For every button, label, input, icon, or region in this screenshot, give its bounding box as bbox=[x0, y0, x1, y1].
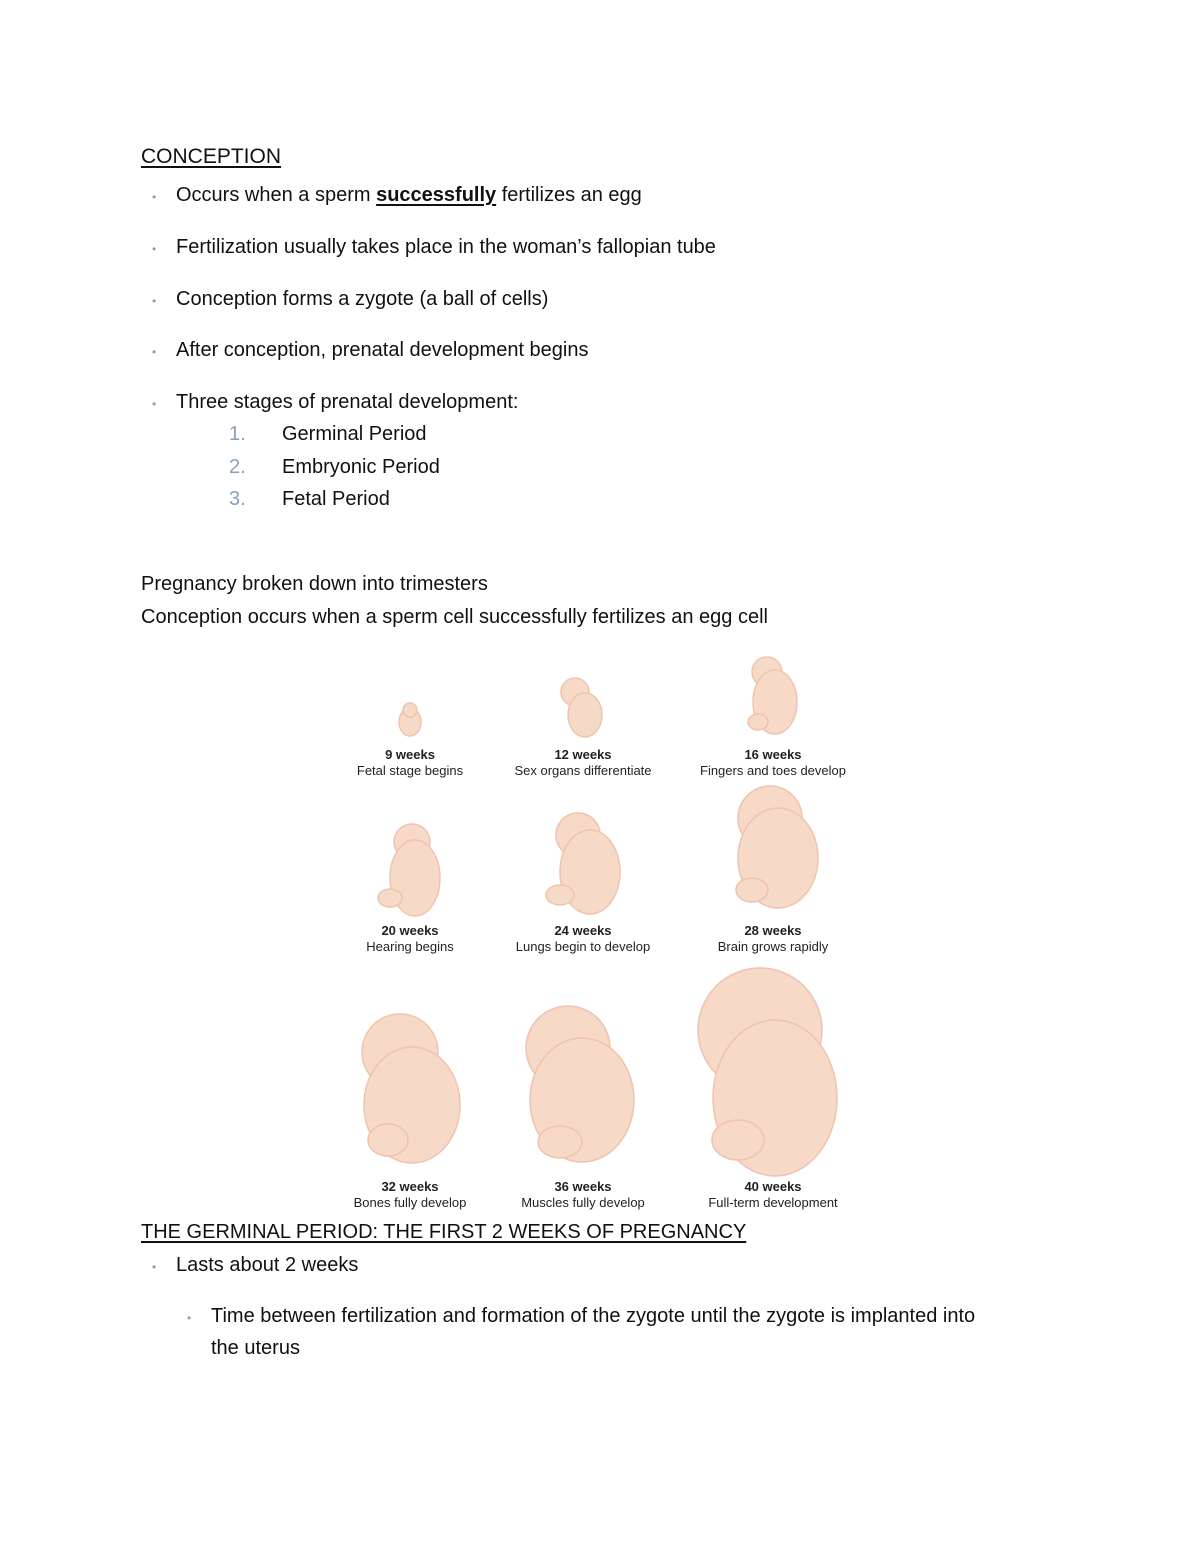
bullet-icon: • bbox=[152, 294, 157, 308]
list-number: 1. bbox=[229, 423, 246, 445]
list-item bbox=[152, 391, 519, 414]
bullet-text: Conception forms a zygote (a ball of cells) bbox=[176, 288, 549, 310]
week-label: 40 weeks bbox=[744, 1179, 802, 1194]
stage-caption bbox=[683, 1179, 863, 1211]
caption-text: Full-term development bbox=[708, 1195, 838, 1210]
fetus-12-weeks-image bbox=[561, 678, 602, 737]
bullet-icon: • bbox=[152, 1260, 157, 1274]
stage-label: Embryonic Period bbox=[282, 456, 440, 478]
stage-caption bbox=[320, 1179, 500, 1211]
bullet-text: Three stages of prenatal development: bbox=[176, 391, 519, 413]
stage-label: Fetal Period bbox=[282, 488, 390, 510]
sub-list-item-continuation: the uterus bbox=[211, 1337, 300, 1359]
fetus-40-weeks-image bbox=[698, 968, 837, 1176]
fetus-9-weeks-image bbox=[399, 703, 421, 736]
bullet-icon: • bbox=[152, 345, 157, 359]
list-item bbox=[152, 184, 642, 207]
section-heading-germinal: THE GERMINAL PERIOD: THE FIRST 2 WEEKS OF PREGNANCY bbox=[141, 1221, 747, 1243]
numbered-item bbox=[229, 488, 390, 511]
stage-caption bbox=[493, 747, 673, 779]
list-item bbox=[152, 288, 549, 311]
stage-caption bbox=[493, 1179, 673, 1211]
numbered-item bbox=[229, 423, 427, 446]
list-item bbox=[152, 339, 589, 362]
caption-text: Fingers and toes develop bbox=[700, 763, 846, 778]
list-number: 3. bbox=[229, 488, 246, 510]
stage-label: Germinal Period bbox=[282, 423, 427, 445]
section-heading-conception: CONCEPTION bbox=[141, 145, 282, 168]
list-number: 2. bbox=[229, 456, 246, 478]
week-label: 12 weeks bbox=[554, 747, 612, 762]
fetus-24-weeks-image bbox=[546, 813, 620, 914]
fetus-16-weeks-image bbox=[748, 657, 797, 734]
caption-text: Hearing begins bbox=[366, 939, 454, 954]
week-label: 36 weeks bbox=[554, 1179, 612, 1194]
fetus-36-weeks-image bbox=[526, 1006, 634, 1162]
bullet-icon: • bbox=[187, 1311, 192, 1325]
caption-text: Bones fully develop bbox=[353, 1195, 467, 1210]
bullet-text: Fertilization usually takes place in the woman’s fallopian tube bbox=[176, 236, 716, 258]
bullet-text: Lasts about 2 weeks bbox=[176, 1254, 359, 1276]
week-label: 20 weeks bbox=[381, 923, 439, 938]
bullet-text: After conception, prenatal development begins bbox=[176, 339, 589, 361]
caption-text: Fetal stage begins bbox=[356, 763, 464, 778]
stage-caption bbox=[683, 923, 863, 955]
note-line: Conception occurs when a sperm cell successfully fertilizes an egg cell bbox=[141, 606, 768, 628]
bullet-text: Time between fertilization and formation of the zygote until the zygote is implanted into bbox=[211, 1305, 976, 1327]
caption-text: Muscles fully develop bbox=[521, 1195, 645, 1210]
caption-text: Brain grows rapidly bbox=[717, 939, 829, 954]
caption-text: Lungs begin to develop bbox=[515, 939, 651, 954]
fetus-20-weeks-image bbox=[378, 824, 440, 916]
bullet-icon: • bbox=[152, 190, 157, 204]
emphasis-text: successfully bbox=[376, 184, 497, 206]
week-label: 28 weeks bbox=[744, 923, 802, 938]
caption-text: Sex organs differentiate bbox=[514, 763, 652, 778]
list-item bbox=[152, 1254, 359, 1277]
week-label: 16 weeks bbox=[744, 747, 802, 762]
fetal-development-figure bbox=[320, 650, 880, 1210]
stage-caption bbox=[320, 923, 500, 955]
bullet-text: fertilizes an egg bbox=[496, 184, 642, 206]
numbered-item bbox=[229, 456, 440, 479]
stage-caption bbox=[320, 747, 500, 779]
week-label: 9 weeks bbox=[385, 747, 435, 762]
list-item bbox=[152, 236, 716, 259]
note-line: Pregnancy broken down into trimesters bbox=[141, 573, 488, 595]
stage-caption bbox=[493, 923, 673, 955]
bullet-text: Occurs when a sperm bbox=[176, 184, 377, 206]
week-label: 32 weeks bbox=[381, 1179, 439, 1194]
week-label: 24 weeks bbox=[554, 923, 612, 938]
stage-caption bbox=[683, 747, 863, 779]
bullet-icon: • bbox=[152, 242, 157, 256]
bullet-icon: • bbox=[152, 397, 157, 411]
fetus-32-weeks-image bbox=[362, 1014, 460, 1163]
fetus-28-weeks-image bbox=[736, 786, 818, 908]
sub-list-item bbox=[187, 1305, 976, 1328]
